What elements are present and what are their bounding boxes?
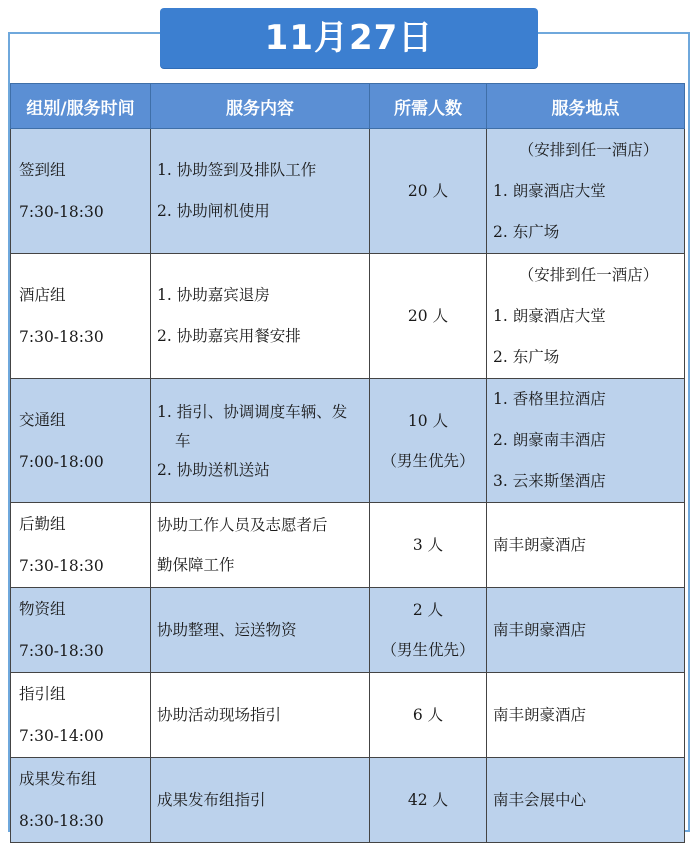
group-name: 酒店组 <box>19 286 66 304</box>
content-cell <box>151 129 370 254</box>
group-name: 物资组 <box>19 600 66 618</box>
group-name: 后勤组 <box>19 515 66 533</box>
table-row <box>11 129 685 254</box>
count-line: 3 人 <box>412 536 444 554</box>
content-line: 1. 协助签到及排队工作 <box>157 161 317 179</box>
location-line: 南丰朗豪酒店 <box>493 705 587 724</box>
group-time: 7:30-18:30 <box>19 203 104 221</box>
count-cell <box>370 588 487 673</box>
location-cell <box>487 129 685 254</box>
group-name: 指引组 <box>19 685 66 703</box>
count-line: （男生优先） <box>381 451 475 470</box>
content-cell <box>151 503 370 588</box>
count-cell <box>370 503 487 588</box>
location-line: 2. 东广场 <box>493 347 560 366</box>
count-line: 2 人 <box>412 601 444 619</box>
content-line: 2. 协助送机送站 <box>157 460 270 479</box>
header-group-time: 组别/服务时间 <box>11 84 151 129</box>
count-cell <box>370 254 487 379</box>
group-cell <box>11 254 151 379</box>
service-table <box>10 83 685 843</box>
group-cell <box>11 379 151 503</box>
location-line: 1. 朗豪酒店大堂 <box>493 306 606 325</box>
table-row <box>11 254 685 379</box>
group-time: 7:30-18:30 <box>19 328 104 346</box>
group-time: 7:30-18:30 <box>19 642 104 660</box>
location-line: 南丰朗豪酒店 <box>493 535 587 554</box>
table-row <box>11 503 685 588</box>
content-line: 2. 协助闸机使用 <box>157 202 270 220</box>
header-count: 所需人数 <box>370 84 487 129</box>
date-banner <box>160 8 538 68</box>
location-line: 3. 云来斯堡酒店 <box>493 472 606 490</box>
location-cell <box>487 379 685 503</box>
header-location: 服务地点 <box>487 84 685 129</box>
group-cell <box>11 503 151 588</box>
location-cell <box>487 758 685 843</box>
location-cell <box>487 673 685 758</box>
content-line: 勤保障工作 <box>157 556 235 574</box>
table-row <box>11 379 685 503</box>
group-cell <box>11 129 151 254</box>
content-line: 1. 指引、协调调度车辆、发 <box>157 402 348 421</box>
location-line: 南丰会展中心 <box>493 790 587 809</box>
location-line: 1. 朗豪酒店大堂 <box>493 181 606 200</box>
count-cell <box>370 379 487 503</box>
group-cell <box>11 588 151 673</box>
group-time: 8:30-18:30 <box>19 812 104 830</box>
group-name: 交通组 <box>19 410 66 429</box>
table-row <box>11 588 685 673</box>
group-time: 7:30-18:30 <box>19 557 104 575</box>
count-cell <box>370 758 487 843</box>
date-title: 11月27日 <box>264 18 434 58</box>
count-cell <box>370 673 487 758</box>
group-name: 成果发布组 <box>19 770 97 788</box>
count-line: （男生优先） <box>381 641 475 659</box>
group-time: 7:00-18:00 <box>19 452 104 471</box>
content-cell <box>151 673 370 758</box>
location-line: 2. 朗豪南丰酒店 <box>493 431 606 449</box>
group-name: 签到组 <box>19 161 66 179</box>
count-line: 20 人 <box>407 182 449 200</box>
content-line: 车 <box>175 431 191 450</box>
location-line: 南丰朗豪酒店 <box>493 620 587 639</box>
content-cell <box>151 758 370 843</box>
content-line: 协助整理、运送物资 <box>157 621 297 639</box>
content-line: 1. 协助嘉宾退房 <box>157 286 270 304</box>
count-line: 10 人 <box>407 411 449 430</box>
content-line: 协助活动现场指引 <box>157 706 282 724</box>
group-cell <box>11 758 151 843</box>
table-header-row <box>11 84 685 129</box>
table-row <box>11 758 685 843</box>
location-cell <box>487 254 685 379</box>
content-cell <box>151 254 370 379</box>
group-time: 7:30-14:00 <box>19 727 104 745</box>
location-cell <box>487 503 685 588</box>
location-line: 2. 东广场 <box>493 222 560 241</box>
count-cell <box>370 129 487 254</box>
location-cell <box>487 588 685 673</box>
count-line: 20 人 <box>407 307 449 325</box>
content-line: 2. 协助嘉宾用餐安排 <box>157 327 301 345</box>
location-line: （安排到任一酒店） <box>518 265 659 284</box>
count-line: 42 人 <box>407 791 449 809</box>
location-line: 1. 香格里拉酒店 <box>493 390 606 408</box>
content-line: 成果发布组指引 <box>157 791 266 809</box>
location-line: （安排到任一酒店） <box>518 140 659 159</box>
header-content: 服务内容 <box>151 84 370 129</box>
content-cell <box>151 588 370 673</box>
group-cell <box>11 673 151 758</box>
content-line: 协助工作人员及志愿者后 <box>157 516 328 534</box>
table-row <box>11 673 685 758</box>
content-cell <box>151 379 370 503</box>
count-line: 6 人 <box>412 706 444 724</box>
